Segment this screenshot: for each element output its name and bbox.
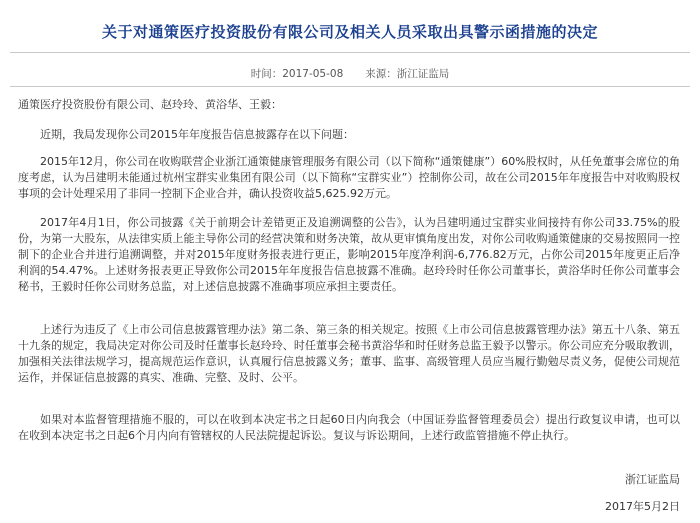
signature-date: 2017年5月2日 [605,500,680,513]
paragraph-violation: 上述行为违反了《上市公司信息披露管理办法》第二条、第三条的相关规定。按照《上市公司信息披露管理办法》第五十八条、第五十九条的规定，我局决定对你公司及时任董事长赵玲玲、时任董事会秘书黄浴华和时任财务总监王毅予以警示。你公司应充分吸取教训，加强相关法律法规学习，提高规范运作意识，认真履行信息披露义务；董事、监事、高级管理人员应当履行勤勉尽责义务，促使公司规范运作，并保证信息披露的真实、准确、完整、及时、公平。 [18,323,680,384]
document-title: 关于对通策医疗投资股份有限公司及相关人员采取出具警示函措施的决定 [101,23,598,41]
meta-divider [10,86,690,87]
meta-line [0,66,700,81]
title-divider [10,52,690,53]
paragraph-issue-1: 2015年12月，你公司在收购联营企业浙江通策健康管理服务有限公司（以下简称“通策健康”）60%股权时，从任免董事会席位的角度考虑，认为吕建明未能通过杭州宝群实业集团有限公司（以下简称“宝群实业”）控制你公司，故在公司2015年年度报告中对收购股权事项的会计处理采用了非同一控制下企业合并，确认投资收益5,625.92万元。 [18,155,680,200]
source-value: 浙江证监局 [396,68,450,80]
paragraph-appeal: 如果对本监督管理措施不服的，可以在收到本决定书之日起60日内向我会（中国证券监督管理委员会）提出行政复议申请，也可以在收到本决定书之日起6个月内向有管辖权的人民法院提起诉讼。复议与诉讼期间，上述行政监管措施不停止执行。 [18,413,680,442]
time-value: 2017-05-08 [282,68,344,80]
paragraph-intro: 近期，我局发现你公司2015年年度报告信息披露存在以下问题： [40,128,354,141]
paragraph-issue-2: 2017年4月1日，你公司披露《关于前期会计差错更正及追溯调整的公告》，认为吕建明通过宝群实业间接持有你公司33.75%的股份，为第一大股东，从法律实质上能主导你公司的经营决策和财务决策，故从更审慎角度出发，对你公司收购通策健康的交易按照同一控制下的企业合并进行追溯调整，并对2015年度财务报表进行更正，影响2015年度净利润-6,776.82万元，占你公司2015年度更正后净利润的54.47%。上述财务报表更正导致你公司2015年年度报告信息披露不准确。赵玲玲时任你公司董事长，黄浴华时任你公司董事会秘书，王毅时任你公司财务总监，对上述信息披露不准确事项应承担主要责任。 [18,216,680,293]
signature-org: 浙江证监局 [625,473,680,486]
time-label: 时间： [250,68,283,80]
source-label: 来源： [365,68,397,80]
salutation: 通策医疗投资股份有限公司、赵玲玲、黄浴华、王毅： [18,98,282,111]
